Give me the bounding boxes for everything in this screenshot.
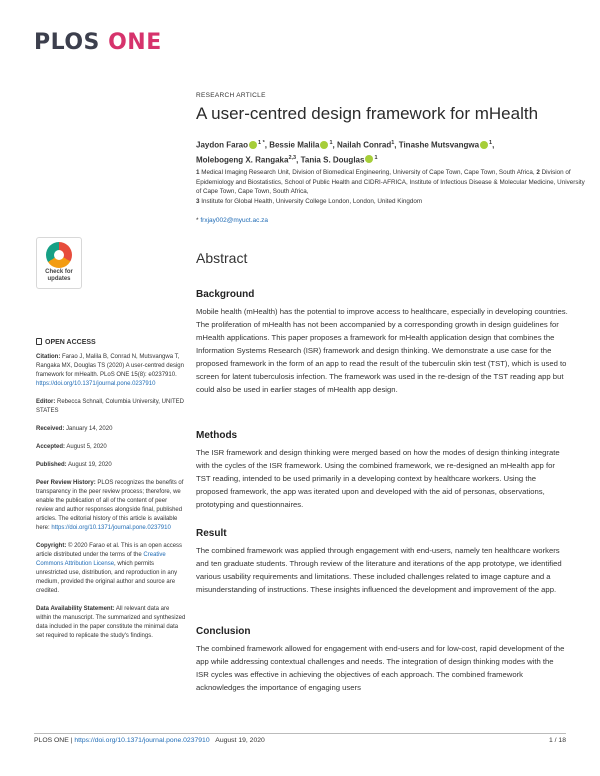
author-name[interactable]: Tinashe Mutsvangwa [398, 140, 480, 150]
author-name[interactable]: Molebogeng X. Rangaka [196, 155, 289, 165]
footer-journal: PLOS ONE [34, 737, 69, 744]
plos-one-logo [34, 30, 162, 55]
author-affil-sup: 1 [374, 154, 378, 161]
section-text-background: Mobile health (mHealth) has the potential to improve access to healthcare, especially in developing countries. The proliferation of mHealth has not been accompanied by a corresponding growth in design guidelines for mHealth applications. This paper proposes a framework for mHealth application design that combines the Information Systems Research (ISR) framework and design thinking. We demonstrate a use case for the proposed framework in the form of an app to read the result of the tuberculin skin test (TST), which is used to screen for latent tuberculosis infection. The framework was used in the re-design of the TST reading app but could also be used in earlier stages of mHealth app design. [196, 307, 568, 394]
footer-separator: | [68, 737, 75, 744]
footer-date: August 19, 2020 [215, 737, 265, 744]
check-updates-line1: Check for [45, 269, 73, 275]
license-link[interactable]: Creative Commons Attribution License [36, 552, 166, 567]
author-affil-sup: 1 [391, 140, 395, 146]
orcid-icon[interactable] [249, 141, 257, 149]
author-name[interactable]: Bessie Malila [269, 140, 320, 150]
logo-one: ONE [108, 30, 162, 55]
peer-review-history: Peer Review History: PLOS recognizes the benefits of transparency in the peer review process; therefore, we enable the publication of all of the content of peer review and author responses alongside final, published articles. The editorial history of this article is available here: https://doi.org/10.1371/journal.pone.0237910 [36, 480, 184, 531]
check-updates-line2: updates [47, 276, 71, 282]
editor: Editor: Rebecca Schnall, Columbia University, UNITED STATES [36, 399, 184, 414]
article-info-sidebar [36, 338, 186, 650]
author-affil-sup: 2,3 [288, 154, 297, 161]
citation: Citation: Farao J, Malila B, Conrad N, Mutsvangwa T, Rangaka MX, Douglas TS (2020) A user-centred design framework for mHealth. PLoS ONE 15(8): e0237910. https://doi.org/10.1371/journal.pone.0237910 [36, 354, 184, 387]
abstract-heading: Abstract [196, 250, 248, 266]
author-affil-sup: 1 [489, 140, 493, 146]
received-date: Received: January 14, 2020 [36, 426, 113, 432]
section-heading-background: Background [196, 289, 255, 300]
author-affil-sup: 1 [329, 140, 333, 146]
section-heading-conclusion: Conclusion [196, 626, 251, 637]
section-heading-methods: Methods [196, 430, 238, 441]
orcid-icon[interactable] [320, 141, 328, 149]
author-affil-sup: 1 * [258, 140, 265, 146]
open-access-label: OPEN ACCESS [36, 338, 186, 347]
corresponding-email[interactable]: * frxjay002@myuct.ac.za [196, 217, 268, 224]
citation-link[interactable]: https://doi.org/10.1371/journal.pone.0237910 [36, 381, 156, 387]
article-type: RESEARCH ARTICLE [196, 92, 266, 99]
article-title: A user-centred design framework for mHealth [196, 104, 539, 123]
accepted-date: Accepted: August 5, 2020 [36, 444, 107, 450]
published-date: Published: August 19, 2020 [36, 462, 112, 468]
section-text-methods: The ISR framework and design thinking were merged based on how the modes of design thinking integrate with the cycles of the ISR framework. Using the combined framework, we re-designed an mHealth app for TST reading, intended to be used primarily in a developing context by healthcare workers. Using the proposed framework, the app was iterated upon and developed with the aid of personas, observations, prototyping and questionnaires. [196, 448, 560, 509]
crossmark-icon [46, 242, 72, 268]
affiliation: 3 Institute for Global Health, University College London, London, United Kingdom [196, 197, 423, 205]
section-text-result: The combined framework was applied through engagement with end-users, namely ten healthcare workers and ten graduate students. Through review of the literature and iterations of the app prototype, we identified various usability requirements and limitations. These included challenges related to image capture and a misunderstanding of instructions. These insights influenced the development and improvement of the app. [196, 546, 562, 594]
lock-icon [36, 338, 42, 345]
page-footer [34, 733, 566, 744]
orcid-icon[interactable] [480, 141, 488, 149]
copyright: Copyright: © 2020 Farao et al. This is an open access article distributed under the terms of the Creative Commons Attribution License, which permits unrestricted use, distribution, and reproduction in any medium, provided the original author and source are credited. [36, 543, 183, 594]
check-for-updates-badge[interactable] [36, 237, 82, 289]
orcid-icon[interactable] [365, 155, 373, 163]
author-list: Jaydon Farao $^{1 *}$, Bessie Malila $^1$, Nailah Conrad$^1$, Tinashe Mutsvangwa $^1$, Molebogeng X. Rangaka$^{2,3}$, Tania S. Douglas $^1$ [196, 140, 495, 165]
author-name[interactable]: Nailah Conrad [336, 140, 392, 150]
affiliation: 1 Medical Imaging Research Unit, Division of Biomedical Engineering, University of Cape Town, Cape Town, South Africa, 2 Division of Epidemiology and Biostatistics, School of Public Health and CIDRI-AFRICA, Institute of Infectious Disease & Molecular Medicine, University of Cape Town, Cape Town, South Africa, [196, 169, 585, 196]
data-availability: Data Availability Statement: All relevant data are within the manuscript. The summarized and synthesized data included in the paper constitute the minimal data set required to replicate the study's findings. [36, 606, 186, 639]
affiliations [196, 168, 586, 206]
footer-doi-link[interactable]: https://doi.org/10.1371/journal.pone.0237910 [74, 737, 210, 744]
logo-plos: PLOS [34, 30, 100, 55]
author-name[interactable]: Jaydon Farao [196, 140, 249, 150]
page-number: 1 / 18 [548, 737, 566, 744]
peer-review-link[interactable]: https://doi.org/10.1371/journal.pone.0237910 [51, 525, 171, 531]
section-heading-result: Result [196, 528, 227, 539]
section-text-conclusion: The combined framework allowed for engagement with end-users and for low-cost, rapid development of the app while addressing contextual challenges and needs. The integration of design thinking modes with the ISR cycles was effective in achieving the objectives of each approach. The combined framework acknowledges the importance of engaging users [196, 644, 565, 692]
author-name[interactable]: Tania S. Douglas [300, 155, 365, 165]
